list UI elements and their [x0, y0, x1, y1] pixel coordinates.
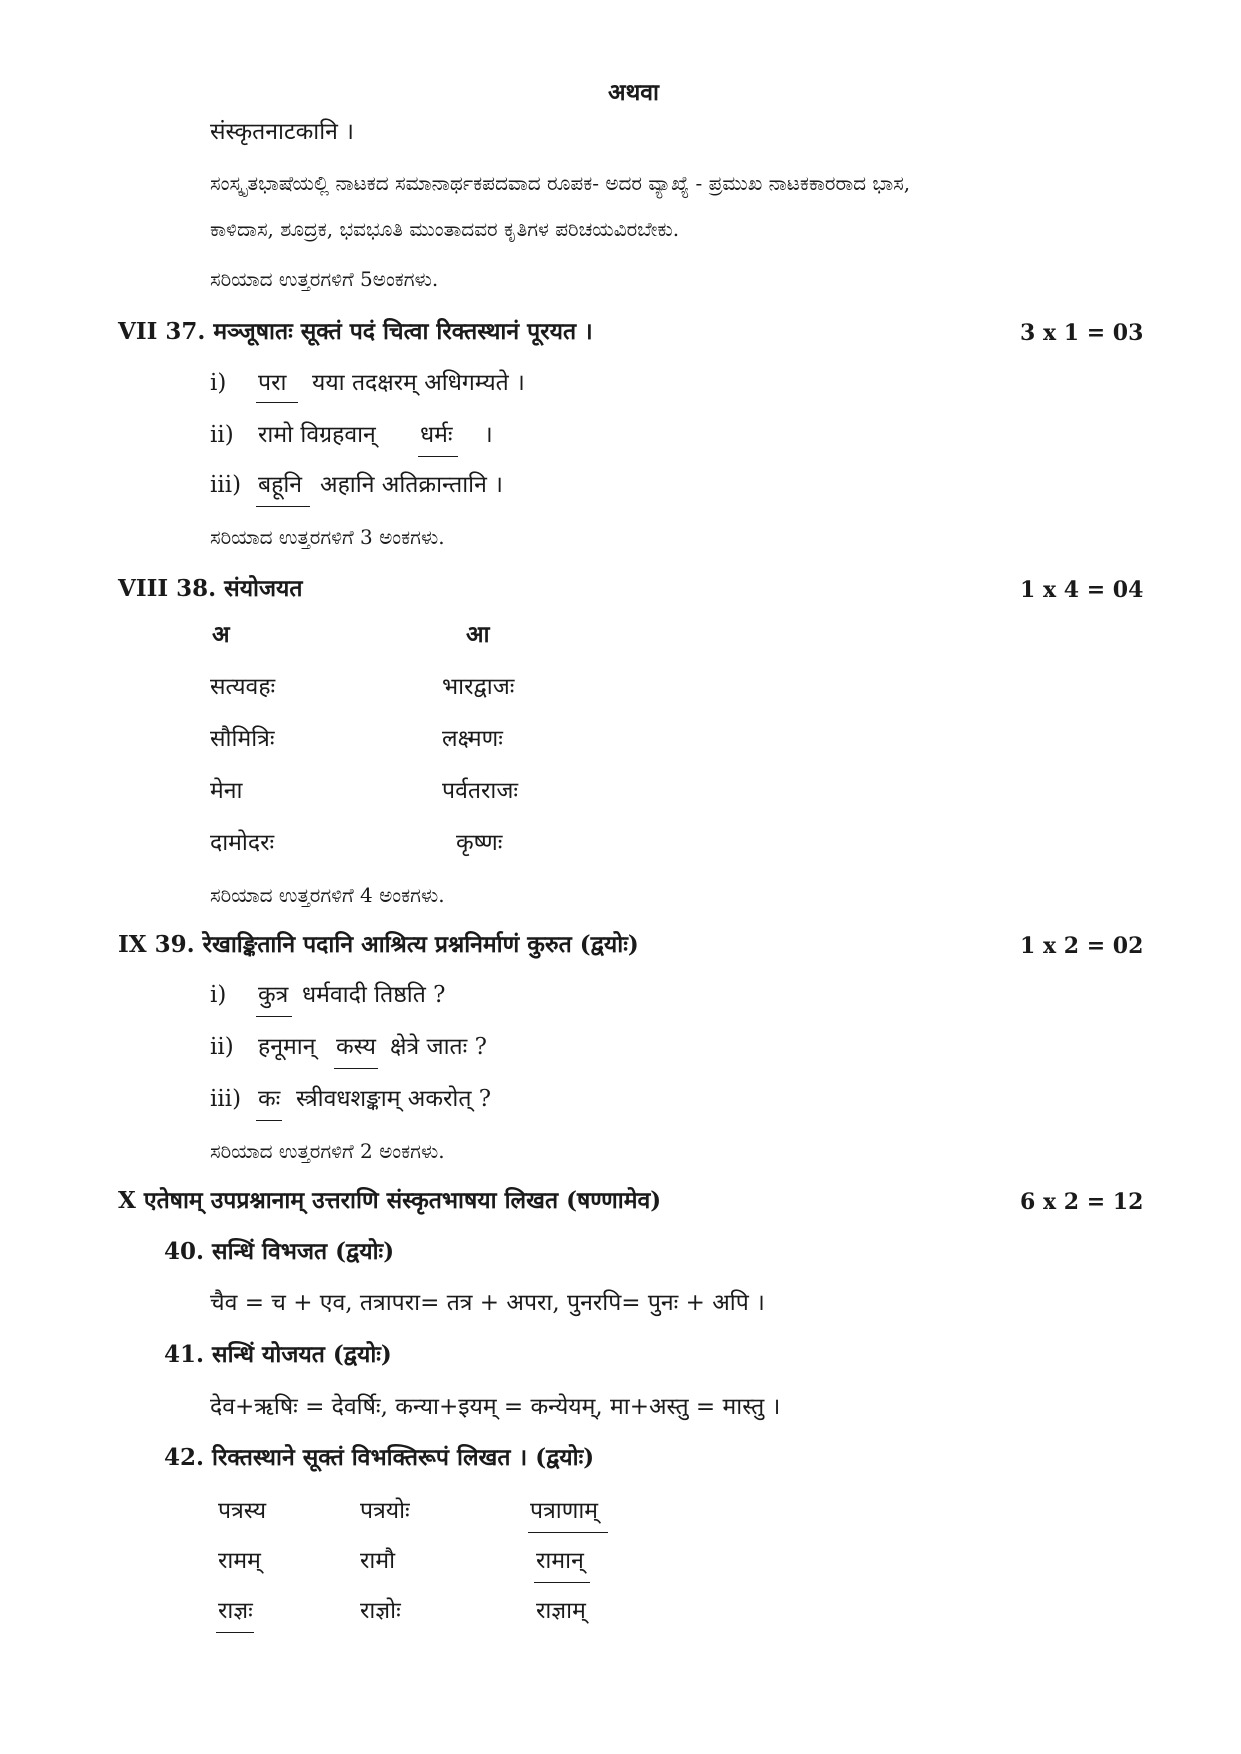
marks-note: ಸರಿಯಾದ ಉತ್ತರಗಳಿಗೆ 5ಅಂಕಗಳು.	[210, 267, 439, 291]
match-a-4: दामोदरः	[210, 830, 275, 856]
q39-item-3-answer: कः	[258, 1086, 281, 1112]
answer-underline	[256, 1120, 282, 1121]
answer-underline	[528, 1532, 608, 1533]
athava-heading: अथवा	[608, 79, 660, 106]
q39-item-2-end: क्षेत्रे जातः ?	[390, 1034, 487, 1060]
section-x-marks: 6 x 2 = 12	[1020, 1189, 1144, 1215]
answer-underline	[256, 402, 298, 403]
declension-cell: राज्ञोः	[360, 1598, 401, 1624]
question-41-answer: देव+ऋषिः = देवर्षिः, कन्या+इयम् = कन्येयम्, मा+अस्तु = मास्तु ।	[210, 1394, 781, 1420]
intro-line-1: ಸಂಸ್ಕೃತಭಾಷೆಯಲ್ಲಿ ನಾಟಕದ ಸಮಾನಾರ್ಥಕಪದವಾದ ರೂಪಕ- ಅದರ ವ್ಯಾಖ್ಯೆ - ಪ್ರಮುಖ ನಾಟಕಕಾರರಾದ ಭಾಸ,	[210, 171, 911, 195]
answer-underline	[418, 456, 458, 457]
q39-item-1-num: i)	[210, 982, 227, 1008]
declension-cell: पत्रस्य	[218, 1498, 267, 1524]
section-title: संस्कृतनाटकानि ।	[210, 119, 354, 145]
intro-line-2: ಕಾಳಿದಾಸ, ಶೂದ್ರಕ, ಭವಭೂತಿ ಮುಂತಾದವರ ಕೃತಿಗಳ ಪರಿಚಯವಿರಬೇಕು.	[210, 217, 680, 241]
q39-item-1-text: धर्मवादी तिष्ठति ?	[302, 982, 446, 1008]
declension-answer: पत्राणाम्	[530, 1498, 599, 1524]
q37-item-3-text: अहानि अतिक्रान्तानि ।	[320, 472, 503, 498]
q37-item-2-answer: धर्मः	[420, 422, 453, 448]
declension-answer: रामान्	[536, 1548, 584, 1574]
q37-item-2-num: ii)	[210, 422, 234, 448]
column-a-header: अ	[212, 621, 230, 648]
declension-cell: राज्ञाम्	[536, 1598, 586, 1624]
q37-item-1-answer: परा	[258, 370, 287, 396]
q37-item-3-answer: बहूनि	[258, 472, 303, 498]
q37-item-3-num: iii)	[210, 472, 242, 498]
match-a-1: सत्यवहः	[210, 674, 276, 700]
answer-underline	[216, 1632, 254, 1633]
question-41-heading: 41. सन्धिं योजयत (द्वयोः)	[164, 1341, 392, 1368]
q39-item-3-num: iii)	[210, 1086, 242, 1112]
question-37-heading: VII 37. मञ्जूषातः सूक्तं पदं चित्वा रिक्तस्थानं पूरयत ।	[118, 318, 593, 345]
marks-note: ಸರಿಯಾದ ಉತ್ತರಗಳಿಗೆ 3 ಅಂಕಗಳು.	[210, 525, 445, 549]
q39-item-3-text: स्त्रीवधशङ्काम् अकरोत् ?	[296, 1086, 492, 1112]
question-40-heading: 40. सन्धिं विभजत (द्वयोः)	[164, 1238, 395, 1265]
question-40-answer: चैव = च + एव, तत्रापरा= तत्र + अपरा, पुनरपि= पुनः + अपि ।	[210, 1290, 765, 1316]
declension-cell: पत्रयोः	[360, 1498, 410, 1524]
question-42-heading: 42. रिक्तस्थाने सूक्तं विभक्तिरूपं लिखत । (द्वयोः)	[164, 1444, 595, 1471]
match-b-3: पर्वतराजः	[442, 778, 519, 804]
answer-underline	[256, 506, 310, 507]
q39-item-2-answer: कस्य	[336, 1034, 376, 1060]
marks-note: ಸರಿಯಾದ ಉತ್ತರಗಳಿಗೆ 4 ಅಂಕಗಳು.	[210, 883, 445, 907]
match-b-4: कृष्णः	[456, 830, 503, 856]
marks-note: ಸರಿಯಾದ ಉತ್ತರಗಳಿಗೆ 2 ಅಂಕಗಳು.	[210, 1139, 445, 1163]
q37-item-1-num: i)	[210, 370, 227, 396]
q39-item-1-answer: कुत्र	[258, 982, 289, 1008]
q39-item-2-text: हनूमान्	[258, 1034, 316, 1060]
match-b-1: भारद्वाजः	[442, 674, 515, 700]
q39-item-2-num: ii)	[210, 1034, 234, 1060]
question-37-marks: 3 x 1 = 03	[1020, 320, 1144, 346]
question-39-marks: 1 x 2 = 02	[1020, 933, 1144, 959]
match-a-3: मेना	[210, 778, 243, 804]
declension-cell: रामौ	[360, 1548, 396, 1574]
q37-item-2-end: ।	[484, 422, 493, 448]
question-38-marks: 1 x 4 = 04	[1020, 577, 1144, 603]
answer-underline	[334, 1068, 378, 1069]
answer-underline	[534, 1582, 590, 1583]
column-b-header: आ	[466, 621, 490, 648]
declension-answer: राज्ञः	[218, 1598, 253, 1624]
question-39-heading: IX 39. रेखाङ्कितानि पदानि आश्रित्य प्रश्ननिर्माणं कुरुत (द्वयोः)	[118, 931, 639, 958]
q37-item-1-text: यया तदक्षरम् अधिगम्यते ।	[312, 370, 525, 396]
question-38-heading: VIII 38. संयोजयत	[118, 575, 303, 602]
declension-cell: रामम्	[218, 1548, 261, 1574]
section-x-heading: X एतेषाम् उपप्रश्नानाम् उत्तराणि संस्कृतभाषया लिखत (षण्णामेव)	[118, 1187, 662, 1214]
q37-item-2-text: रामो विग्रहवान्	[258, 422, 376, 448]
match-b-2: लक्ष्मणः	[442, 726, 503, 752]
answer-underline	[256, 1016, 292, 1017]
match-a-2: सौमित्रिः	[210, 726, 275, 752]
